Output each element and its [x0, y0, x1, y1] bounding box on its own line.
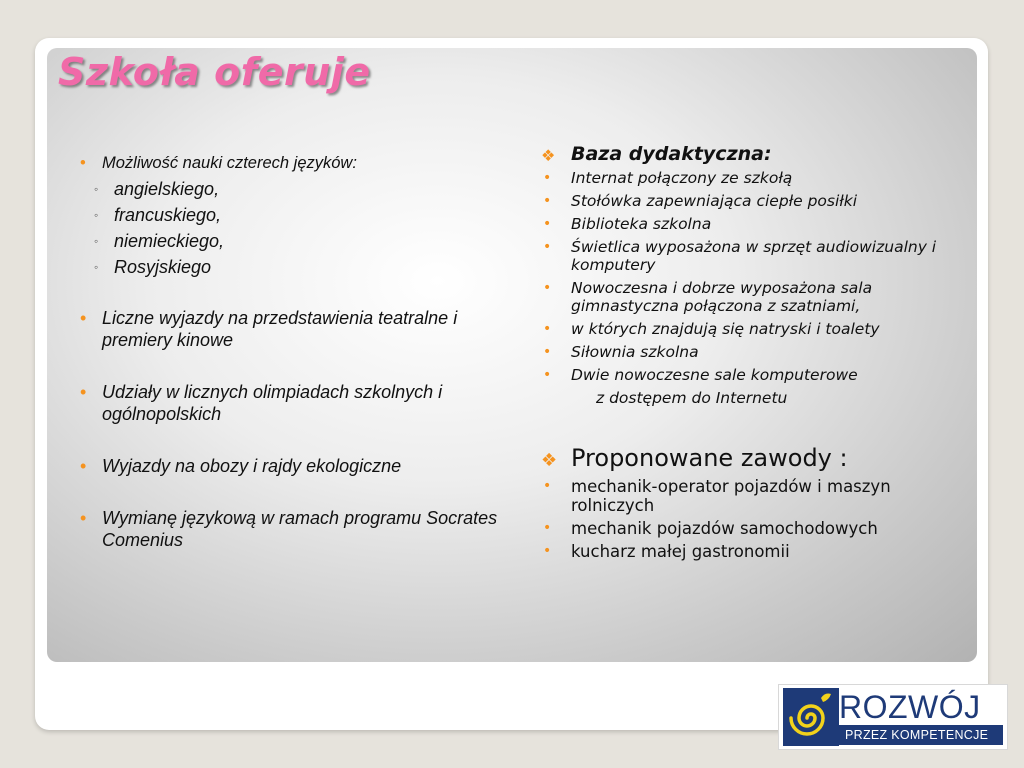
baza-item [541, 215, 971, 233]
left-column [80, 150, 510, 551]
baza-item-text: Świetlica wyposażona w sprzęt audiowizualny i komputery [571, 238, 937, 274]
baza-item-text: Nowoczesna i dobrze wyposażona sala gimnastyczna połączona z szatniami, [571, 279, 873, 315]
baza-item-text: Dwie nowoczesne sale komputerowe [571, 366, 858, 384]
ring-icon: ◦ [94, 260, 99, 274]
diamond-bullet-icon: ❖ [541, 450, 558, 471]
baza-item [541, 320, 971, 338]
languages-heading: Możliwość nauki czterech języków: [102, 154, 357, 172]
offer-item [80, 455, 510, 477]
zawody-item [541, 477, 971, 515]
language-label: niemieckiego, [114, 231, 225, 251]
offer-item [80, 507, 510, 551]
offer-text: Wyjazdy na obozy i rajdy ekologiczne [102, 456, 402, 476]
baza-item [541, 192, 971, 210]
offer-item [80, 381, 510, 425]
offer-item [80, 307, 510, 351]
baza-heading [541, 139, 971, 169]
baza-continuation: z dostępem do Internetu [596, 389, 788, 407]
orange-dot-icon: • [543, 367, 552, 383]
languages-item [80, 150, 510, 176]
ring-icon: ◦ [94, 182, 99, 196]
right-column [541, 139, 971, 561]
orange-dot-icon: • [543, 170, 552, 186]
baza-item-text: Siłownia szkolna [571, 343, 699, 361]
offer-text: Wymianę językową w ramach programu Socrates Comenius [102, 508, 498, 550]
orange-dot-icon: • [543, 321, 552, 337]
orange-dot-icon: • [543, 193, 552, 209]
baza-item-text: Stołówka zapewniająca ciepłe posiłki [571, 192, 858, 210]
rozwoj-logo [778, 684, 1008, 750]
baza-item-text: Internat połączony ze szkołą [571, 169, 793, 187]
orange-dot-icon: • [80, 456, 87, 476]
orange-dot-icon: • [80, 154, 86, 172]
diamond-bullet-icon: ❖ [541, 146, 556, 165]
zawody-item-text: mechanik-operator pojazdów i maszyn rolniczych [571, 477, 891, 515]
languages-list [80, 176, 510, 280]
ring-icon: ◦ [94, 208, 99, 222]
orange-dot-icon: • [80, 508, 87, 528]
ring-icon: ◦ [94, 234, 99, 248]
baza-item [541, 366, 971, 384]
language-label: Rosyjskiego [114, 257, 212, 277]
zawody-heading [541, 443, 971, 473]
zawody-item-text: mechanik pojazdów samochodowych [571, 519, 878, 538]
baza-item [541, 169, 971, 187]
logo-tagline: PRZEZ KOMPETENCJE [839, 725, 1003, 745]
orange-dot-icon: • [543, 478, 552, 494]
offer-text: Liczne wyjazdy na przedstawienia teatralne i premiery kinowe [102, 308, 458, 350]
orange-dot-icon: • [543, 239, 552, 255]
baza-item [541, 343, 971, 361]
orange-dot-icon: • [543, 216, 552, 232]
logo-emblem-icon [783, 688, 839, 746]
baza-item [541, 279, 971, 315]
orange-dot-icon: • [543, 543, 552, 559]
baza-item-text: Biblioteka szkolna [571, 215, 712, 233]
orange-dot-icon: • [543, 280, 552, 296]
zawody-item [541, 519, 971, 538]
language-label: francuskiego, [114, 205, 222, 225]
baza-item [541, 238, 971, 274]
zawody-item [541, 542, 971, 561]
orange-dot-icon: • [543, 520, 552, 536]
language-item [80, 254, 510, 280]
language-item [80, 176, 510, 202]
language-item [80, 228, 510, 254]
offer-text: Udziały w licznych olimpiadach szkolnych i ogólnopolskich [102, 382, 443, 424]
orange-dot-icon: • [80, 382, 87, 402]
orange-dot-icon: • [80, 308, 87, 328]
zawody-item-text: kucharz małej gastronomii [571, 542, 790, 561]
language-item [80, 202, 510, 228]
baza-item-text: w których znajdują się natryski i toalety [571, 320, 880, 338]
language-label: angielskiego, [114, 179, 220, 199]
orange-dot-icon: • [543, 344, 552, 360]
logo-word: ROZWÓJ [839, 689, 981, 725]
baza-heading-text: Baza dydaktyczna: [571, 143, 772, 165]
zawody-heading-text: Proponowane zawody : [571, 444, 848, 472]
slide-title: Szkoła oferuje [58, 50, 371, 94]
